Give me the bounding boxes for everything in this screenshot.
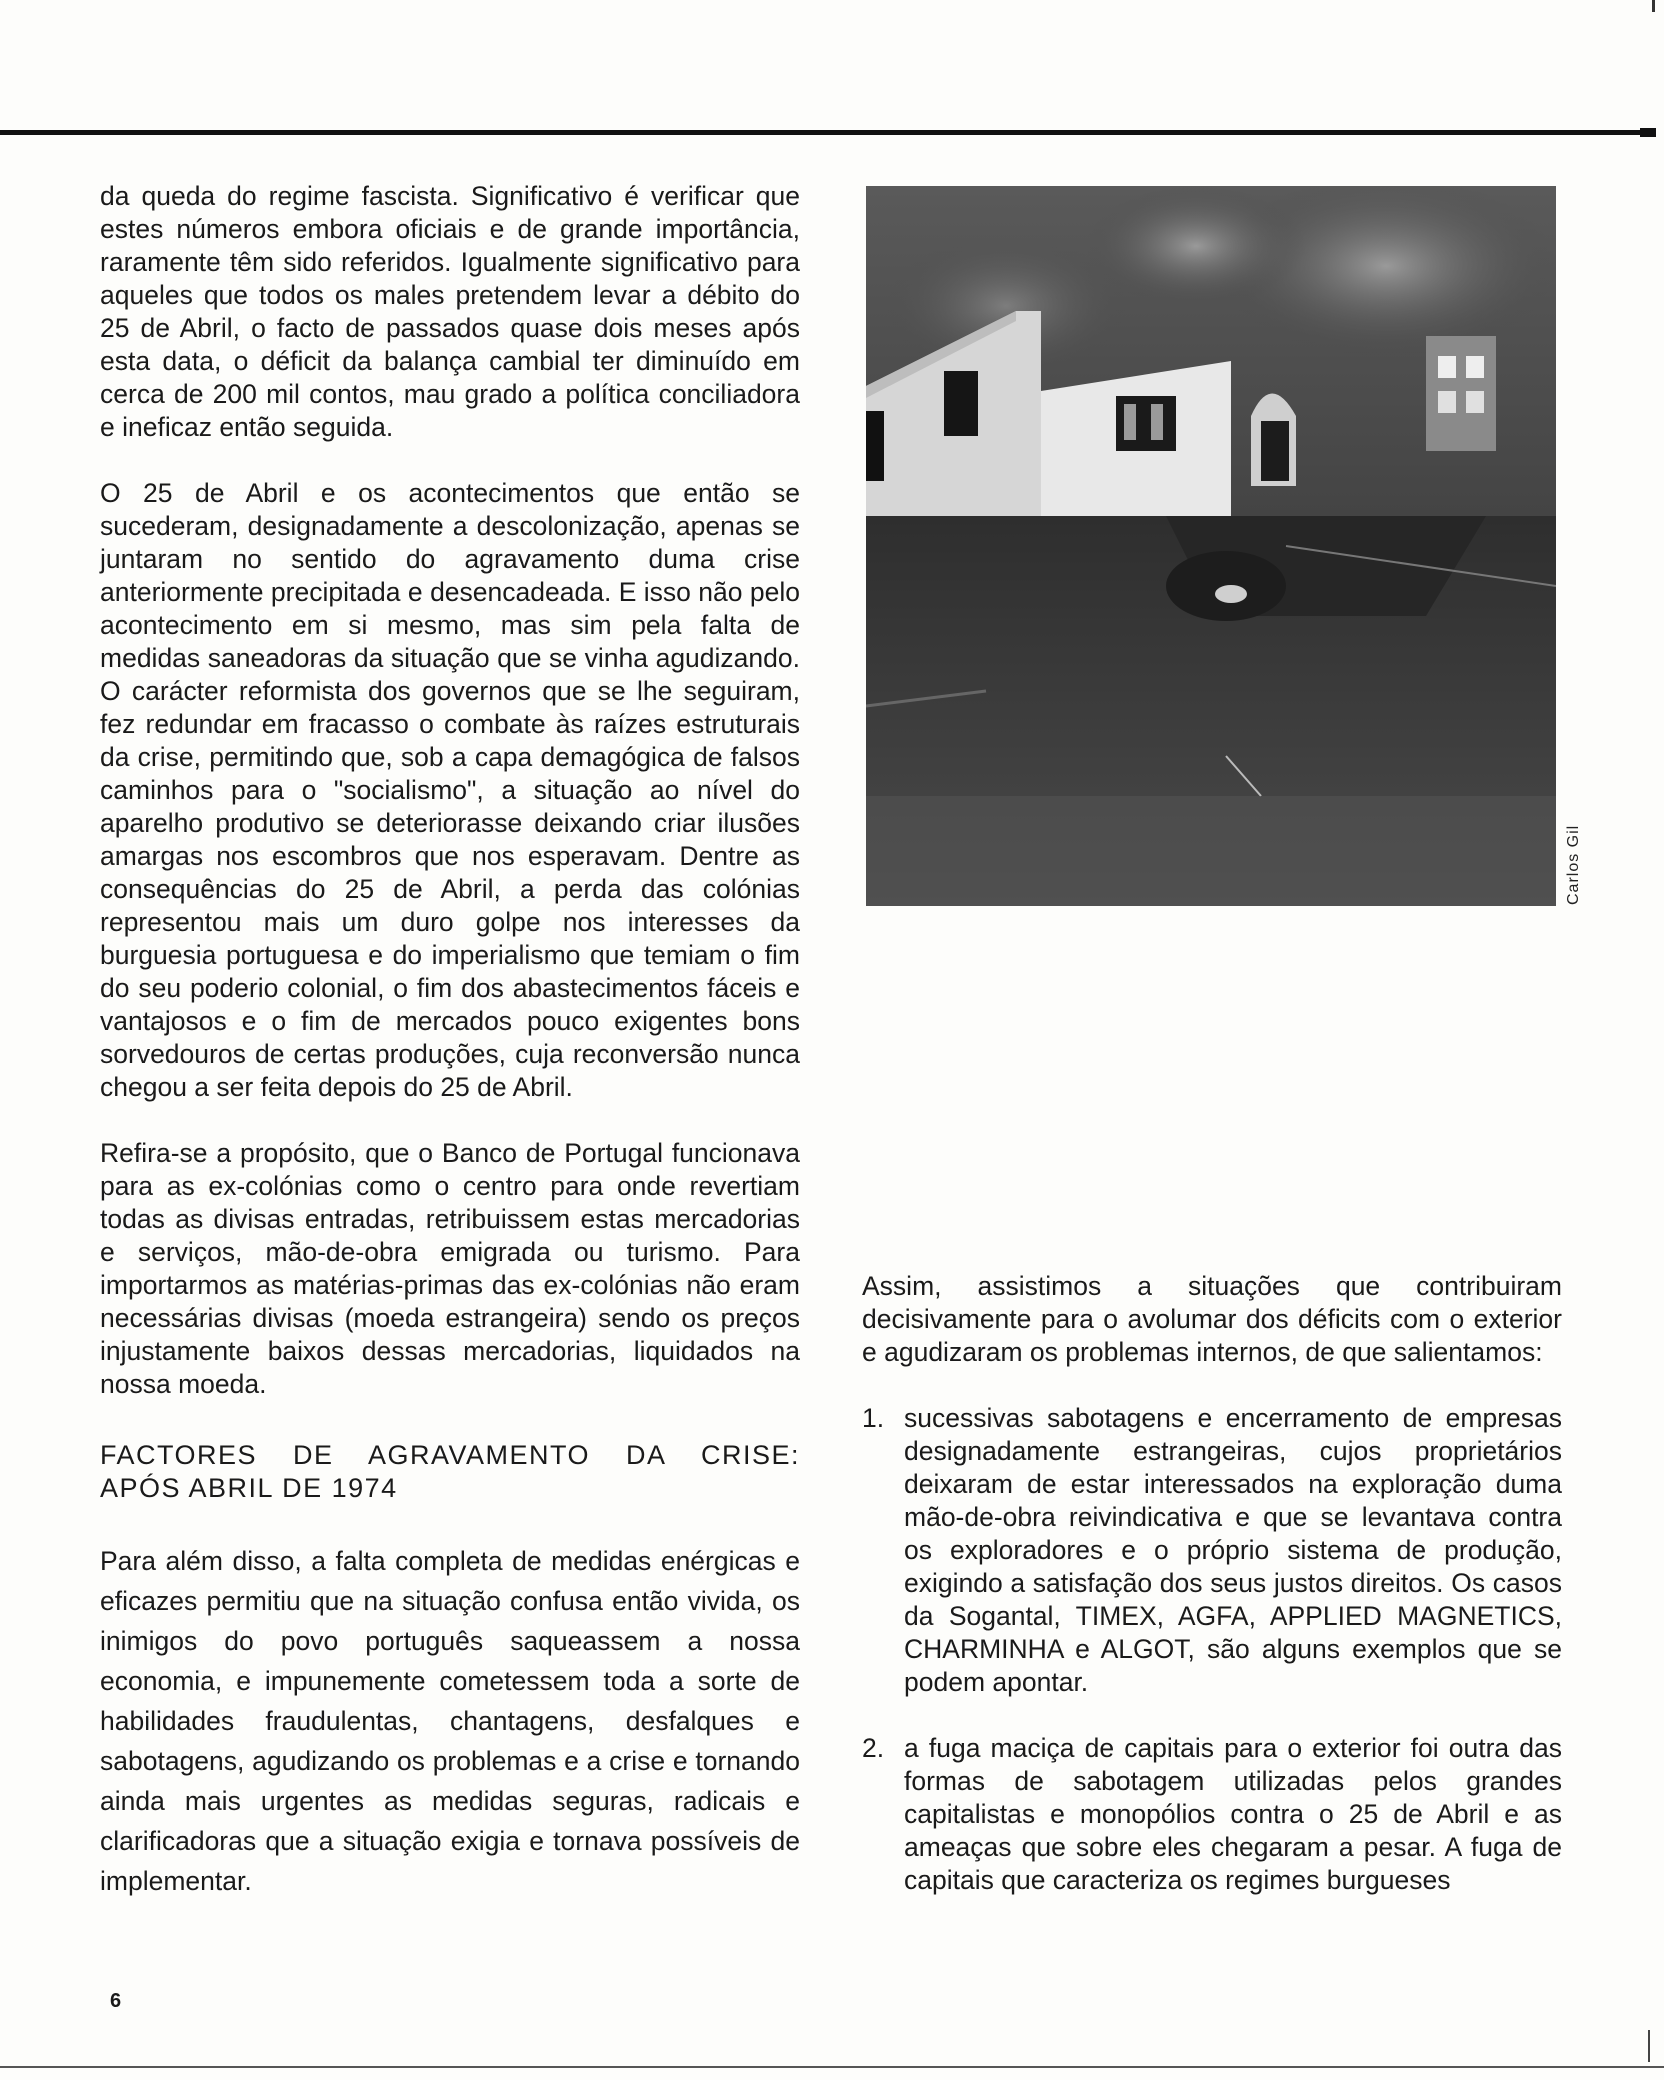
paragraph: O 25 de Abril e os acontecimentos que então se sucederam, designadamente a descolonização, apenas se juntaram no sentido do agravamento duma crise anteriormente precipitada e desencadeada. E isso não pelo acontecimento em si mesmo, mas sim pela falta de medidas saneadoras da situação que se vinha agudizando. O carácter reformista dos governos que se lhe seguiram, fez redundar em fracasso o combate às raízes estruturais da crise, permitindo que, sob a capa demagógica de falsos caminhos para o "socialismo", a situação ao nível do aparelho produtivo se deteriorasse deixando criar ilusões amargas nos escombros que nos esperavam. Dentre as consequências do 25 de Abril, a perda das colónias representou mais um duro golpe nos interesses da burguesia portuguesa e do imperialismo que temiam o fim do seu poderio colonial, o fim dos abastecimentos fáceis e vantajosos e o fim de mercados pouco exigentes bons sorvedouros de certas produções, cuja reconversão nunca chegou a ser feita depois do 25 de Abril. [100, 478, 800, 1102]
paragraph: da queda do regime fascista. Significativo é verificar que estes números embora oficiais e de grande importância, raramente têm sido referidos. Igualmente significativo para aqueles que todos os males pretendem levar a débito do 25 de Abril, o facto de passados quase dois meses após esta data, o déficit da balança cambial ter diminuído em cerca de 200 mil contos, mau grado a política conciliadora e ineficaz então seguida. [100, 181, 800, 442]
list-item-text: sucessivas sabotagens e encerramento de empresas designadamente estrangeiras, cujos proprietários deixaram de estar interessados na exploração duma mão-de-obra reivindicativa e que se levantava contra os exploradores e o próprio sistema de produção, exigindo a satisfação dos seus justos direitos. Os casos da Sogantal, TIMEX, AGFA, APPLIED MAGNETICS, CHARMINHA e ALGOT, são alguns exemplos que se podem apontar. [904, 1403, 1562, 1697]
right-column [862, 1270, 1562, 1930]
bottom-mark [1648, 2030, 1650, 2062]
corner-mark [1652, 0, 1655, 12]
list-item-number: 1. [862, 1403, 885, 1433]
section-heading-line-2: APÓS ABRIL DE 1974 [100, 1473, 398, 1503]
list-item-number: 2. [862, 1733, 885, 1763]
section-heading-line-1: FACTORES DE AGRAVAMENTO DA CRISE: [100, 1440, 800, 1470]
list-item [862, 1402, 1562, 1699]
top-rule-tick [1640, 128, 1656, 137]
section-heading [100, 1439, 800, 1505]
list-item [862, 1732, 1562, 1897]
list-item-text: a fuga maciça de capitais para o exterior foi outra das formas de sabotagem utilizadas pelos grandes capitalistas e monopólios contra o 25 de Abril e as ameaças que sobre eles chegaram a pesar. A fuga de capitais que caracteriza os regimes burgueses [904, 1733, 1562, 1895]
paragraph: Refira-se a propósito, que o Banco de Portugal funcionava para as ex-colónias como o centro para onde revertiam todas as divisas entradas, retribuissem estas mercadorias e serviços, mão-de-obra emigrada ou turismo. Para importarmos as matérias-primas das ex-colónias não eram necessárias divisas (moeda estrangeira) sendo os preços injustamente baixos dessas mercadorias, liquidados na nossa moeda. [100, 1138, 800, 1399]
left-column [100, 180, 800, 1934]
intro-paragraph: Assim, assistimos a situações que contribuiram decisivamente para o avolumar dos déficits com o exterior e agudizaram os problemas internos, de que salientamos: [862, 1271, 1562, 1367]
photo-credit: Carlos Gil [1565, 824, 1582, 905]
page-number: 6 [110, 1990, 122, 2012]
top-rule [0, 130, 1650, 135]
photo [866, 186, 1556, 906]
numbered-list [862, 1402, 1562, 1897]
bottom-rule [0, 2066, 1664, 2068]
paragraph: Para além disso, a falta completa de medidas enérgicas e eficazes permitiu que na situação confusa então vivida, os inimigos do povo português saqueassem a nossa economia, e impunemente cometessem toda a sorte de habilidades fraudulentas, chantagens, desfalques e sabotagens, agudizando os problemas e a crise e tornando ainda mais urgentes as medidas seguras, radicais e clarificadoras que a situação exigia e tornava possíveis de implementar. [100, 1546, 800, 1896]
photo-image [866, 186, 1556, 906]
